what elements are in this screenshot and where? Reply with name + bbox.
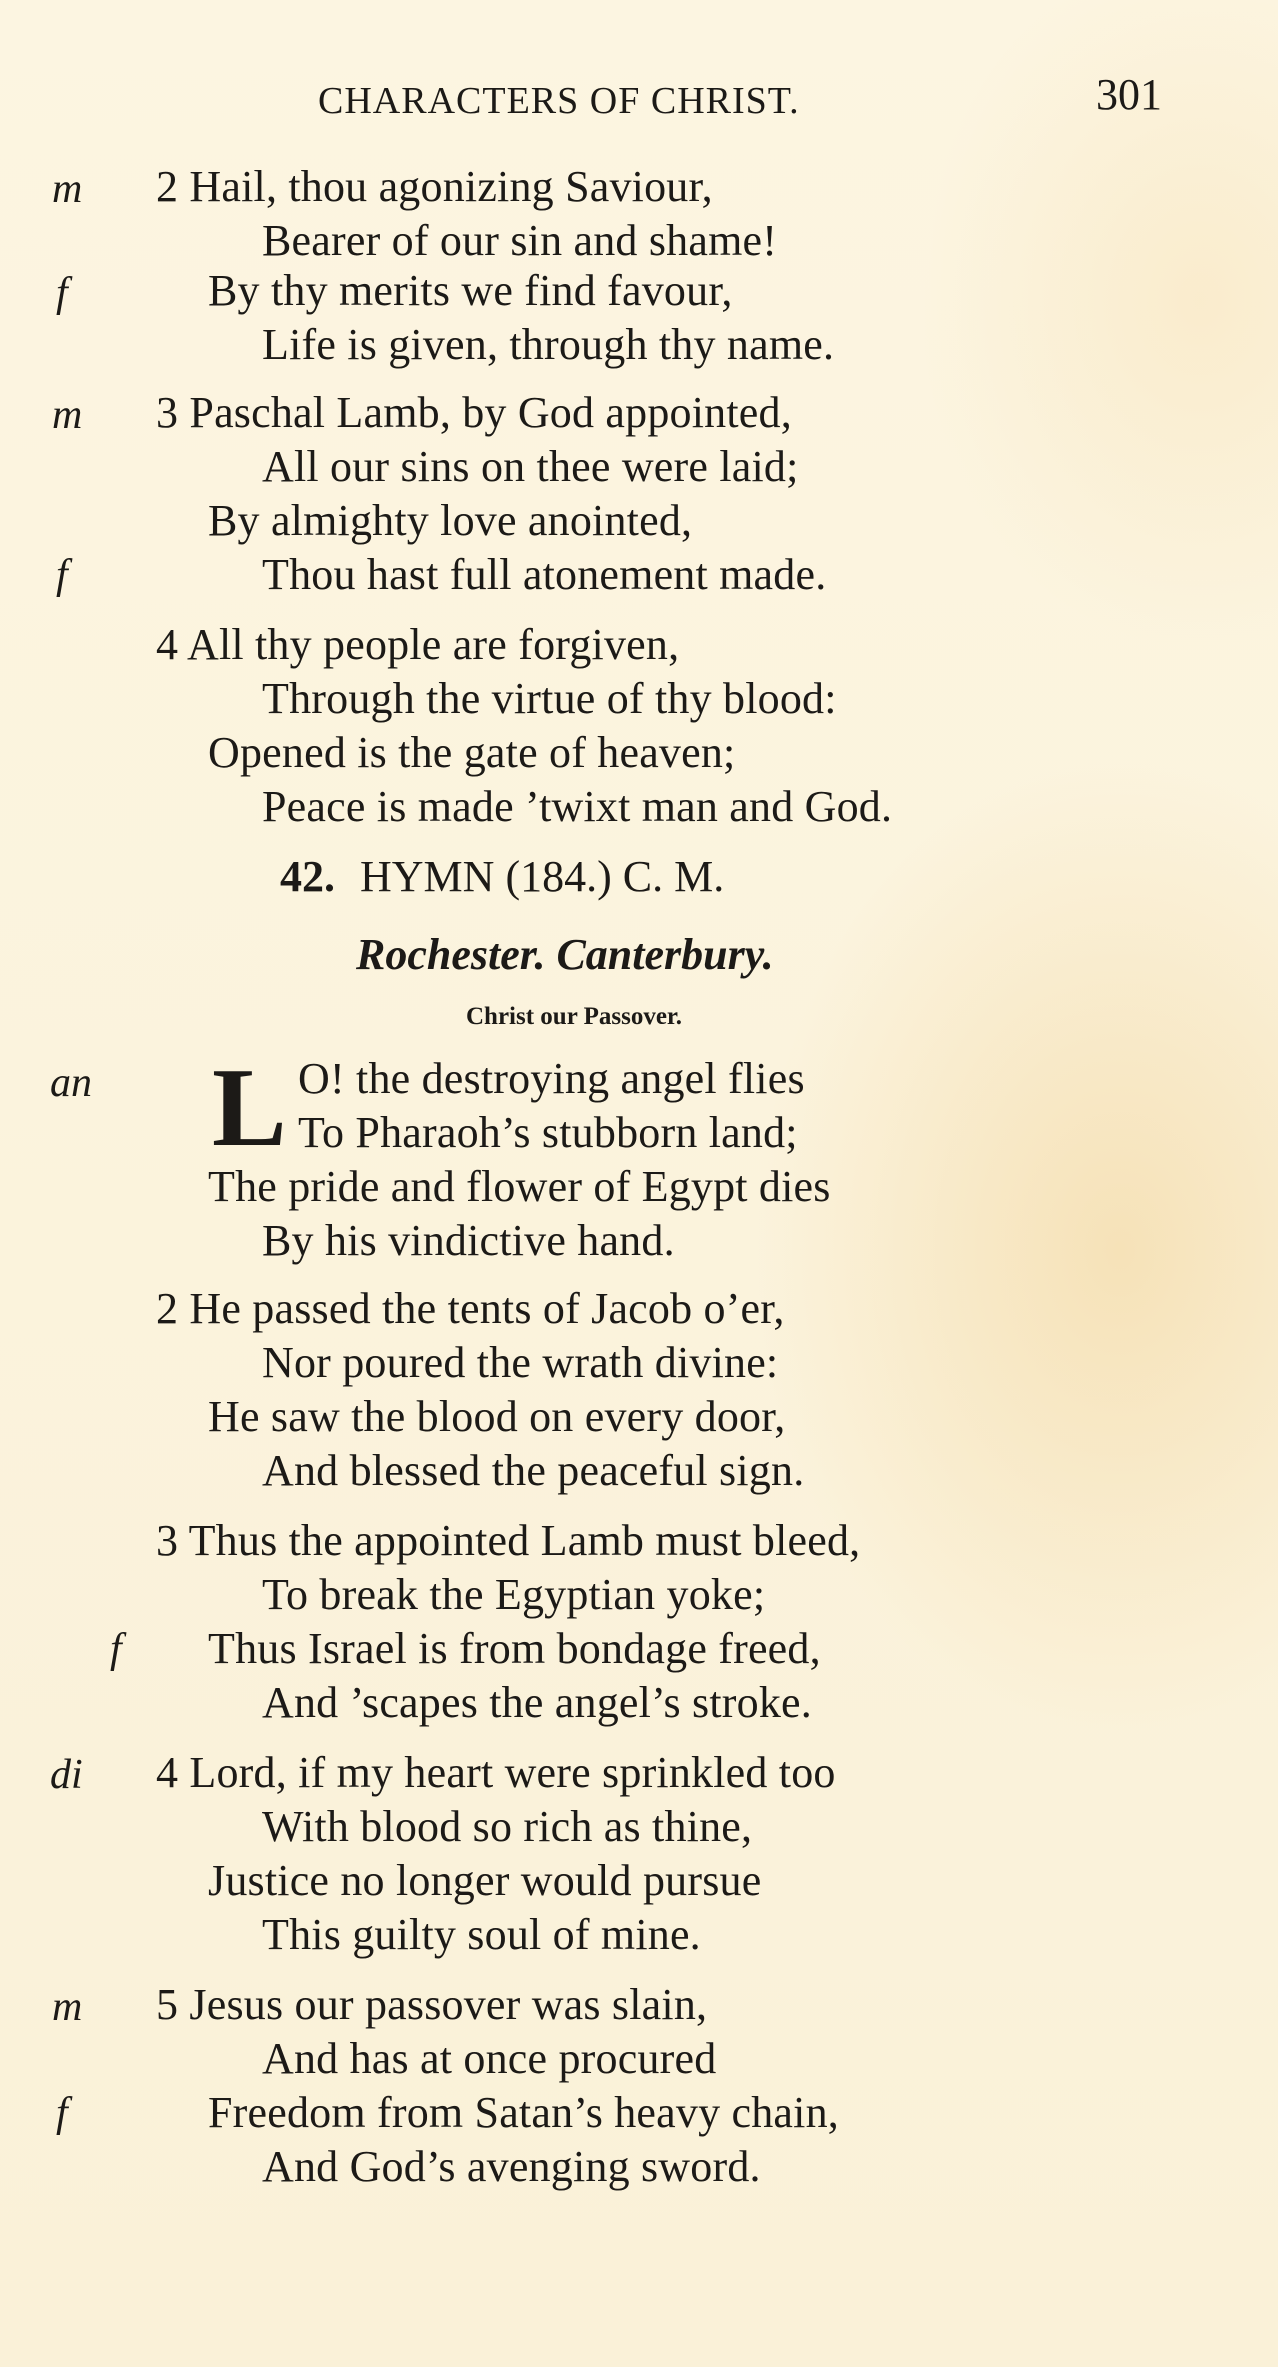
- dynamic-mark: m: [52, 166, 83, 212]
- verse-line: This guilty soul of mine.: [262, 1910, 701, 1959]
- verse-line: 2 Hail, thou agonizing Saviour,: [156, 162, 713, 211]
- verse-line: By almighty love anointed,: [208, 496, 693, 545]
- dynamic-mark: f: [56, 270, 68, 316]
- verse-line: Through the virtue of thy blood:: [262, 674, 837, 723]
- verse-line: By his vindictive hand.: [262, 1216, 675, 1265]
- verse-line: Peace is made ’twixt man and God.: [262, 782, 893, 831]
- dynamic-mark: di: [50, 1752, 83, 1798]
- dynamic-mark: f: [110, 1626, 122, 1672]
- verse-line: 2 He passed the tents of Jacob o’er,: [156, 1284, 785, 1333]
- tune-names: Rochester. Canterbury.: [356, 930, 774, 979]
- dynamic-mark: f: [56, 552, 68, 598]
- drop-cap: L: [212, 1046, 287, 1170]
- verse-line: And blessed the peaceful sign.: [262, 1446, 805, 1495]
- verse-line: Opened is the gate of heaven;: [208, 728, 736, 777]
- running-header: CHARACTERS OF CHRIST.: [318, 80, 800, 122]
- verse-line: With blood so rich as thine,: [262, 1802, 753, 1851]
- verse-line: Justice no longer would pursue: [208, 1856, 762, 1905]
- hymn-heading: [280, 850, 724, 904]
- verse-line: Freedom from Satan’s heavy chain,: [208, 2088, 839, 2137]
- verse-line: 3 Paschal Lamb, by God appointed,: [156, 388, 792, 437]
- verse-line: 4 All thy people are forgiven,: [156, 620, 680, 669]
- verse-line: Thus Israel is from bondage freed,: [208, 1624, 821, 1673]
- verse-line: And has at once procured: [262, 2034, 717, 2083]
- verse-line: Bearer of our sin and shame!: [262, 216, 778, 265]
- hymn-subject: Christ our Passover.: [466, 1003, 682, 1030]
- dynamic-mark: an: [50, 1060, 92, 1106]
- verse-line: He saw the blood on every door,: [208, 1392, 786, 1441]
- verse-line: To break the Egyptian yoke;: [262, 1570, 766, 1619]
- verse-line: Life is given, through thy name.: [262, 320, 835, 369]
- dynamic-mark: f: [56, 2090, 68, 2136]
- hymn-label: HYMN (184.) C. M.: [360, 852, 725, 901]
- verse-line: Nor poured the wrath divine:: [262, 1338, 779, 1387]
- verse-line: 4 Lord, if my heart were sprinkled too: [156, 1748, 836, 1797]
- verse-line: And God’s avenging sword.: [262, 2142, 761, 2191]
- verse-line: 5 Jesus our passover was slain,: [156, 1980, 708, 2029]
- page-number: 301: [1096, 70, 1162, 119]
- hymn-number: 42.: [280, 852, 335, 901]
- verse-line: Thou hast full atonement made.: [262, 550, 827, 599]
- verse-line: To Pharaoh’s stubborn land;: [298, 1108, 798, 1157]
- verse-line: O! the destroying angel flies: [298, 1054, 805, 1103]
- verse-line: All our sins on thee were laid;: [262, 442, 799, 491]
- dynamic-mark: m: [52, 1984, 83, 2030]
- dynamic-mark: m: [52, 392, 83, 438]
- verse-line: 3 Thus the appointed Lamb must bleed,: [156, 1516, 861, 1565]
- verse-line: The pride and flower of Egypt dies: [208, 1162, 831, 1211]
- verse-line: By thy merits we find favour,: [208, 266, 733, 315]
- verse-line: And ’scapes the angel’s stroke.: [262, 1678, 812, 1727]
